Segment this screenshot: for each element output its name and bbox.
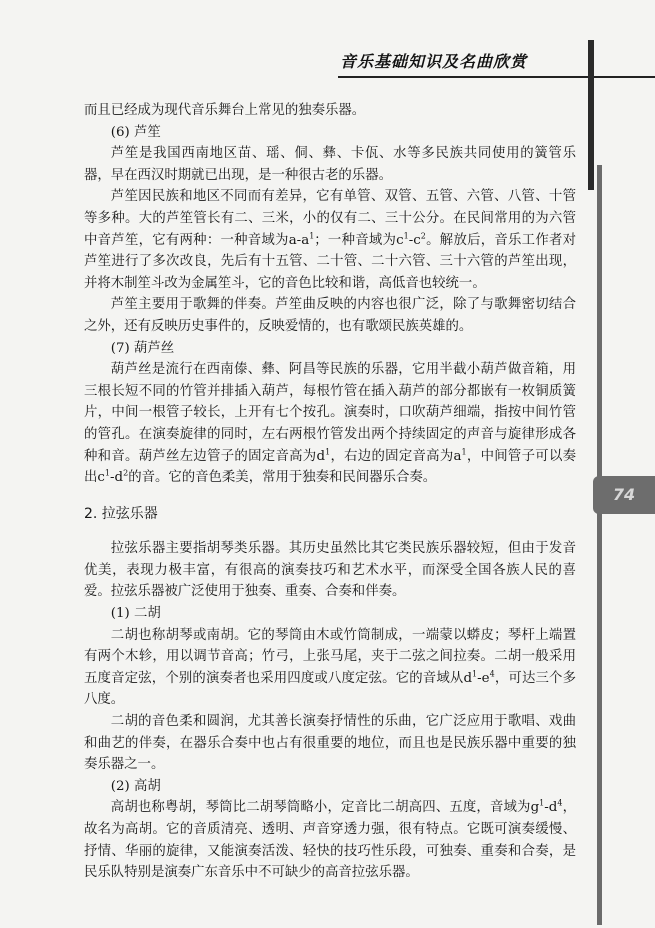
section-heading-bowed-strings: 2. 拉弦乐器 — [84, 505, 158, 522]
paragraph: 葫芦丝是流行在西南傣、彝、阿昌等民族的乐器，它用半截小葫芦做音箱，用三根长短不同的竹管并排插入葫芦，每根竹管在插入葫芦的部分都嵌有一枚铜质簧片，中间一根管子较长，上开有七个按孔。演奏时，口吹葫芦细端，指按中间竹管的管孔。在演奏旋律的同时，左右两根竹管发出两个持续固定的声音与旋律形成各种和音。葫芦丝左边管子的固定音高为$d^1$，右边的固定音高为$a^1$，中间管子可以奏出$c^1-d^2$的音。它的音色柔美，常用于独奏和民间器乐合奏。 — [84, 362, 577, 486]
subheading-gaohu: (2) 高胡 — [110, 778, 161, 794]
page-body — [84, 100, 576, 884]
paragraph: 高胡也称粤胡，琴筒比二胡琴筒略小，定音比二胡高四、五度，音域为$g^1-d^4$，故名为高胡。它的音质清亮、透明、声音穿透力强，很有特点。它既可演奏缓慢、抒情、华丽的旋律，又能演奏活泼、轻快的技巧性乐段，可独奏、重奏和合奏，是民乐队特别是演奏广东音乐中不可缺少的高音拉弦乐器。 — [84, 798, 576, 881]
page-number-tab: 74 — [593, 476, 655, 514]
edge-bar-side — [597, 165, 602, 925]
paragraph: 二胡的音色柔和圆润，尤其善长演奏抒情性的乐曲，它广泛应用于歌唱、戏曲和曲艺的伴奏，在器乐合奏中也占有很重要的地位，而且也是民族乐器中重要的独奏乐器之一。 — [84, 714, 576, 773]
paragraph: 芦笙是我国西南地区苗、瑶、侗、彝、卡佤、水等多民族共同使用的簧管乐器，早在西汉时期就已出现，是一种很古老的乐器。 — [84, 146, 576, 183]
header-rule — [338, 76, 655, 78]
subheading-erhu: (1) 二胡 — [110, 606, 161, 622]
paragraph: 而且已经成为现代音乐舞台上常见的独奏乐器。 — [84, 103, 366, 118]
paragraph: 芦笙因民族和地区不同而有差异，它有单管、双管、五管、六管、八管、十管等多种。大的芦笙管长有二、三米，小的仅有二、三十公分。在民间常用的为六管中音芦笙，它有两种：一种音域为$a-a^1$；一种音域为$c^1-c^2$。解放后，音乐工作者对芦笙进行了多次改良，先后有十五管、二十管、二十六管、三十六管的芦笙出现，并将木制笙斗改为金属笙斗，它的音色比较和谐，高低音也较统一。 — [84, 189, 577, 291]
subheading-hulusi: (7) 葫芦丝 — [110, 340, 175, 356]
running-header-title: 音乐基础知识及名曲欣赏 — [340, 52, 528, 71]
paragraph: 芦笙主要用于歌舞的伴奏。芦笙曲反映的内容也很广泛，除了与歌舞密切结合之外，还有反映历史事件的，反映爱情的，也有歌颂民族英雄的。 — [84, 297, 576, 334]
subheading-lusheng: (6) 芦笙 — [110, 124, 161, 140]
paragraph: 二胡也称胡琴或南胡。它的琴筒由木或竹筒制成，一端蒙以蟒皮；琴杆上端置有两个木轸，用以调节音高；竹弓，上张马尾，夹于二弦之间拉奏。二胡一般采用五度音定弦，个别的演奏者也采用四度或八度定弦。它的音域从$d^1-e^4$，可达三个多八度。 — [84, 627, 577, 708]
paragraph: 拉弦乐器主要指胡琴类乐器。其历史虽然比其它类民族乐器较短，但由于发音优美，表现力极丰富，有很高的演奏技巧和艺术水平，而深受全国各族人民的喜爱。拉弦乐器被广泛使用于独奏、重奏、合奏和伴奏。 — [84, 541, 576, 600]
edge-bar-top — [588, 40, 594, 190]
